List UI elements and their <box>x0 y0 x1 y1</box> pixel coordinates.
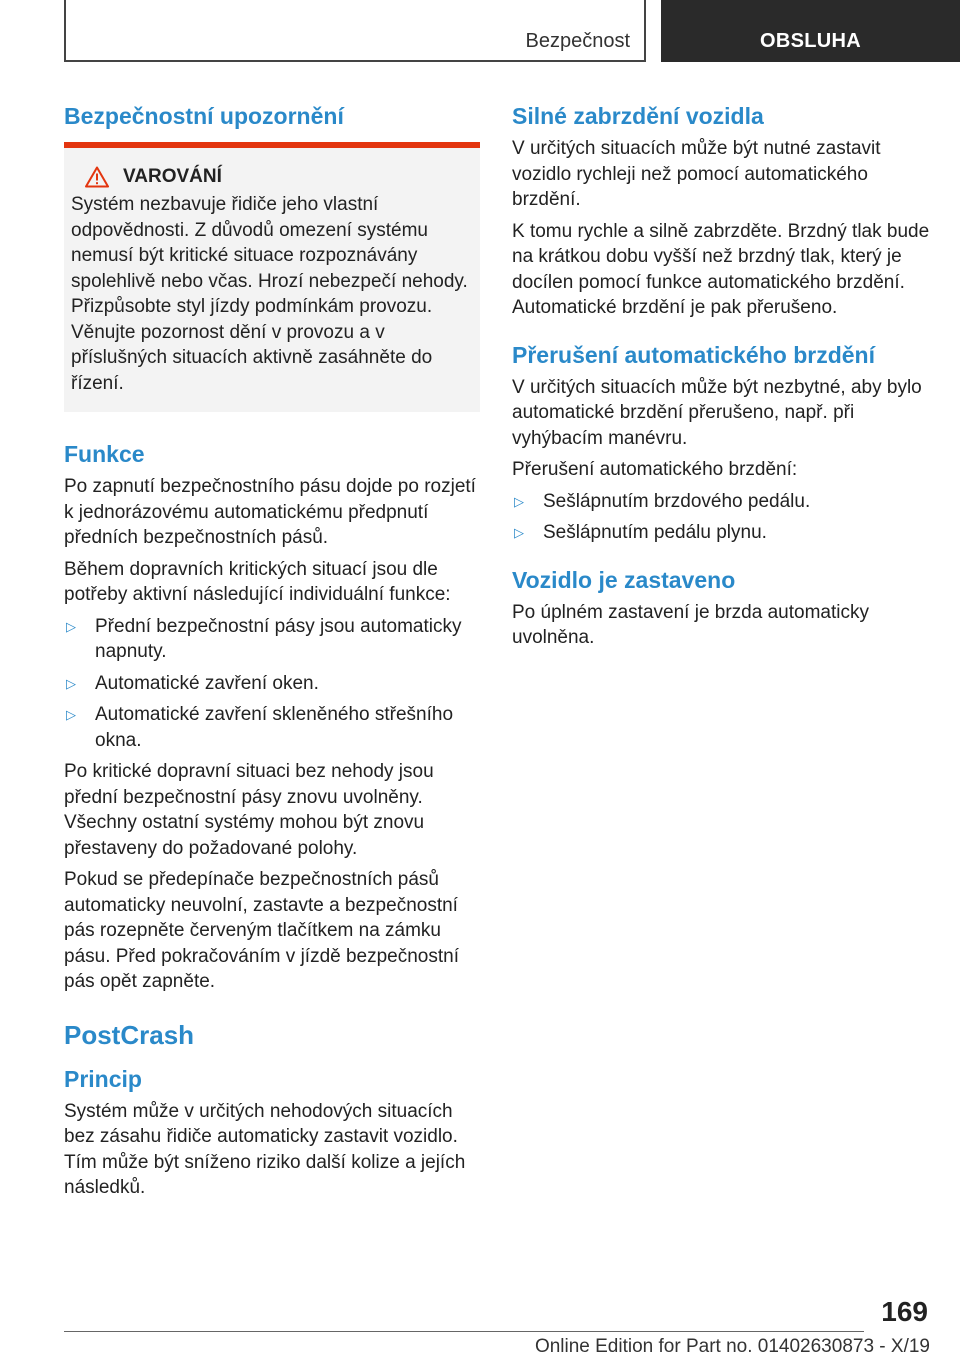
heading-postcrash: PostCrash <box>64 1019 195 1050</box>
list-item: ▷ Automatické zavření oken. <box>64 671 480 697</box>
header-chapter-label: OBSLUHA <box>760 30 861 52</box>
header-chapter-tab <box>661 0 960 62</box>
bullet-triangle-icon: ▷ <box>66 675 76 691</box>
warning-triangle-icon <box>85 166 109 188</box>
page-number: 169 <box>881 1296 928 1327</box>
funkce-paragraph-2: Během dopravních kritických situací jsou dle potřeby aktivní následující individuální funkce: <box>64 558 451 605</box>
zastaveno-paragraph: Po úplném zastavení je brzda automaticky uvolněna. <box>512 601 869 648</box>
left-column <box>64 100 480 1207</box>
silne-paragraph-1: V určitých situacích může být nutné zastavit vozidlo rychleji než pomocí automatického brzdění. <box>512 138 881 210</box>
footer-divider <box>64 1331 864 1332</box>
preruseni-paragraph-2: Přerušení automatického brzdění: <box>512 459 798 480</box>
funkce-paragraph-1: Po zapnutí bezpečnostního pásu dojde po rozjetí k jednorázovému automatickému předpnutí předních bezpečnostních pásů. <box>64 476 476 548</box>
list-item: ▷ Sešlápnutím pedálu plynu. <box>512 520 932 546</box>
heading-safety-notes: Bezpečnostní upozornění <box>64 103 344 129</box>
warning-text: Systém nezbavuje řidiče jeho vlastní odpovědnosti. Z důvodů omezení systému nemusí být kritické situace rozpoznávány spolehlivě nebo včas. Hrozí nebezpečí nehody. Přizpůsobte styl jízdy podmínkám provozu. Věnujte pozornost dění v provozu a v příslušných situacích aktivně zasáhněte do řízení. <box>71 194 468 394</box>
warning-header <box>71 166 470 188</box>
heading-princip: Princip <box>64 1065 142 1092</box>
preruseni-paragraph-1: V určitých situacích může být nezbytné, aby bylo automatické brzdění přerušeno, např. při vyhýbacím manévru. <box>512 376 922 449</box>
warning-box <box>64 142 480 412</box>
list-item: ▷ Sešlápnutím brzdového pedálu. <box>512 489 932 515</box>
silne-paragraph-2: K tomu rychle a silně zabrzděte. Brzdný tlak bude na krátkou dobu vyšší než brzdný tlak, který je docílen pomocí funkce automatického brzdění. Automatické brzdění je pak přerušeno. <box>512 220 930 318</box>
funkce-paragraph-3: Po kritické dopravní situaci bez nehody jsou přední bezpečnostní pásy znovu uvolněny. Všechny ostatní systémy mohou být znovu přestaveny do požadované polohy. <box>64 761 434 859</box>
footer-edition: Online Edition for Part no. 01402630873 - X/19 <box>534 1336 930 1357</box>
heading-vozidlo-zastaveno: Vozidlo je zastaveno <box>512 566 736 593</box>
list-item: ▷ Přední bezpečnostní pásy jsou automaticky napnuty. <box>64 614 480 665</box>
bullet-triangle-icon: ▷ <box>514 493 524 509</box>
list-item: ▷ Automatické zavření skleněného střešního okna. <box>64 702 480 753</box>
warning-title: VAROVÁNÍ <box>123 166 222 187</box>
right-column <box>512 100 932 657</box>
heading-silne-zabrzdeni: Silné zabrzdění vozidla <box>512 103 764 129</box>
bullet-triangle-icon: ▷ <box>66 618 76 634</box>
header-section-title: Bezpečnost <box>525 30 630 52</box>
header-frame <box>64 0 646 62</box>
funkce-paragraph-4: Pokud se předepínače bezpečnostních pásů automaticky neuvolní, zastavte a bezpečnostní pás rozepněte červeným tlačítkem na zámku pásu. Před pokračováním v jízdě bezpečnostní pás opět zapněte. <box>64 869 460 992</box>
heading-funkce: Funkce <box>64 441 145 467</box>
funkce-list <box>64 614 480 754</box>
bullet-triangle-icon: ▷ <box>514 525 524 540</box>
preruseni-list <box>512 489 932 546</box>
heading-preruseni: Přerušení automatického brzdění <box>512 341 875 368</box>
princip-paragraph: Systém může v určitých nehodových situacích bez zásahu řidiče automaticky zastavit vozidlo. Tím může být sníženo riziko další kolize a jejích následků. <box>64 1100 466 1198</box>
bullet-triangle-icon: ▷ <box>66 707 76 722</box>
